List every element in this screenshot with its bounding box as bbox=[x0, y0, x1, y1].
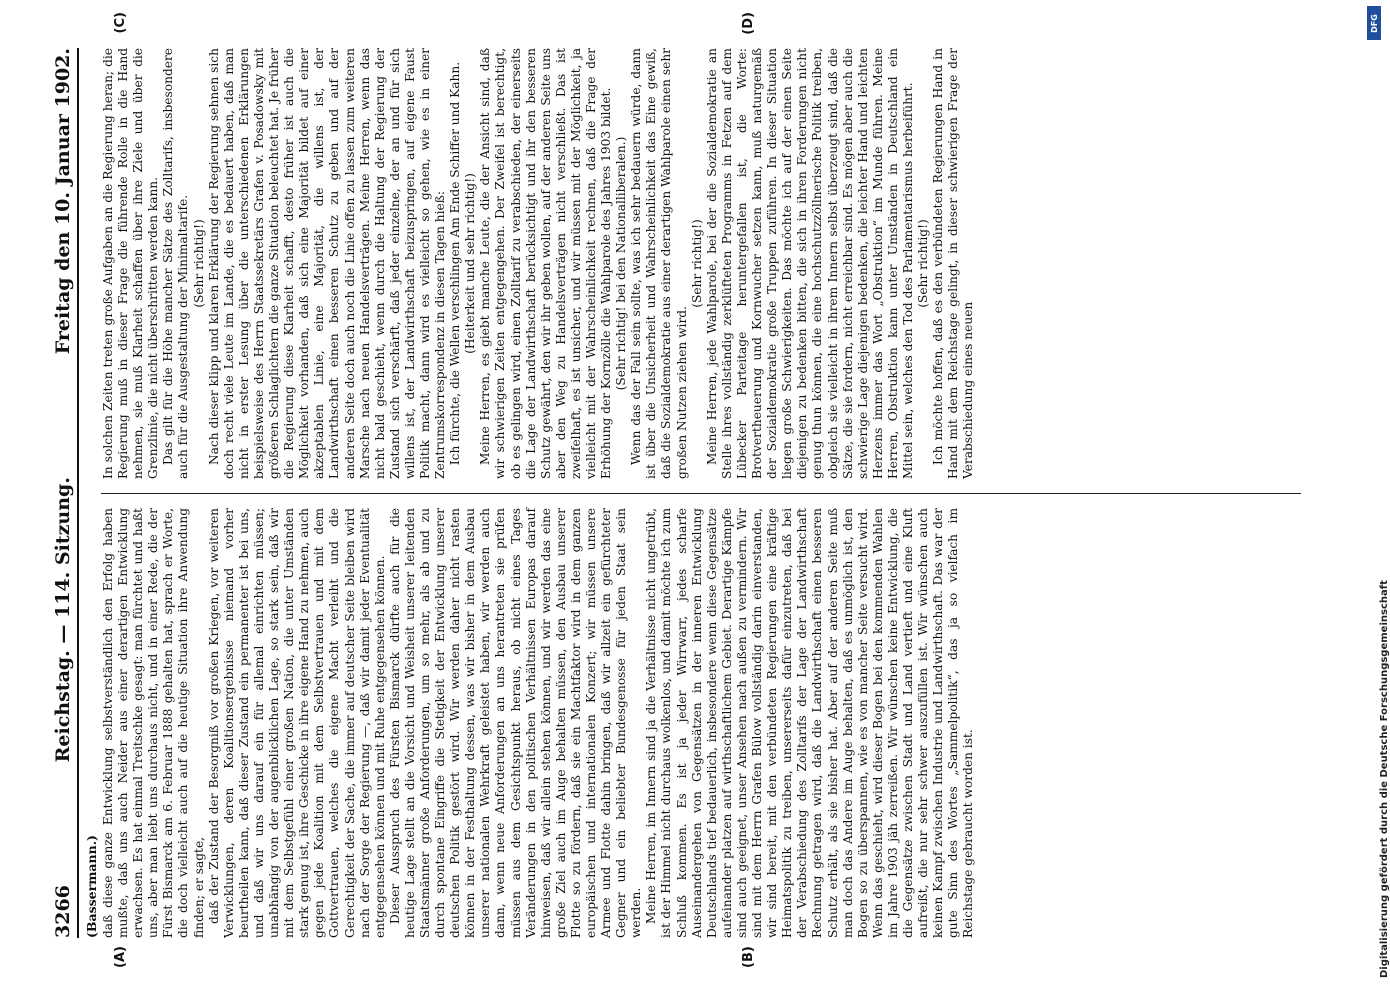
interjection: (Sehr richtig! bei den Nationalliberalen.) bbox=[614, 136, 629, 391]
interjection: (Heiterkeit und sehr richtig!) bbox=[463, 173, 478, 354]
dfg-logo-text: DFG bbox=[1369, 13, 1379, 33]
margin-marker-d: (D) bbox=[741, 12, 756, 35]
interjection: (Sehr richtig!) bbox=[191, 219, 206, 308]
session-title: Reichstag. — 114. Sitzung. bbox=[52, 477, 74, 763]
speaker-name: (Bassermann.) bbox=[84, 835, 99, 938]
paragraph: Meine Herren, es giebt manche Leute, die der Ansicht sind, daß wir schwierigen Zeiten entgegengehen. Der Zweifel ist berechtigt, ob es gelingen wird, einen Zolltarif zu verabschieden, der einerseits die Lage der Landwirthschaft berücksichtigt und ihr den besseren Schutz gewährt, den wir ihr geben wollen, auf der anderen Seite uns aber den Weg zu Handelsverträgen nicht verschließt. Das ist zweifelhaft, es ist unsicher, und wir müssen mit der Möglichkeit, ja vielleicht mit der Wahrscheinlichkeit rechnen, daß die Frage der Erhöhung der Kornzölle die Wahlparole des Jahres 1903 bildet. bbox=[478, 48, 614, 479]
interjection: (Sehr richtig!) bbox=[689, 219, 704, 308]
right-column bbox=[101, 48, 1301, 493]
paragraph: Das gilt für die Höhe mancher Sätze des Zolltarifs, insbesondere auch für die Ausgestaltung der Minimaltarife. bbox=[161, 48, 191, 479]
verse-quote: Ich fürchte, die Wellen verschlingen Am Ende Schiffer und Kahn. bbox=[448, 61, 463, 466]
page-header bbox=[52, 48, 79, 938]
text-columns bbox=[101, 12, 1301, 968]
page-number: 3266 bbox=[52, 885, 74, 938]
paragraph: Ich möchte hoffen, daß es den verbündeten Regierungen Hand in Hand mit dem Reichstage gelingt, in dieser schwierigen Frage der Verabschiedung eines neuen bbox=[931, 48, 976, 479]
paragraph: Meine Herren, jede Wahlparole, bei der die Sozialdemokratie an Stelle ihres vollständig zerklüfteten Programms in Fetzen auf dem Lübecker Parteitage heruntergefallen ist, die Worte: Brotvertheuerung und Kornwucher setzen kann, muß naturgemäß der Sozialdemokratie große Truppen zuführen. In dieser Situation liegen große Schwierigkeiten. Das möchte ich auf der einen Seite diejenigen zu bedenken bitten, die sich in ihren Forderungen nicht genug thun können, die eine hochschutzzöllnerische Politik treiben, obgleich sie vielleicht in ihrem Innern selbst überzeugt sind, daß die Sätze, die sie fordern, nicht erreichbar sind. Es mögen aber auch die schwierige Lage diejenigen bedenken, die leichter Hand und leichten Herzens immer das Wort „Obstruktion“ im Munde führen. Meine Herren, Obstruktion kann unter Umständen in Deutschland ein Mittel sein, welches den Tod des Parlamentarismus herbeiführt. bbox=[704, 48, 915, 479]
paragraph: Nach dieser klipp und klaren Erklärung der Regierung sehnen sich doch recht viele Leute im Lande, die es bedauert haben, daß man nicht in erster Lesung über die unterschiedenen Erklärungen beispielsweise des Herrn Staatssekretärs Grafen v. Posadowsky mit größeren Schlaglichtern die ganze Situation beleuchtet hat. Je früher die Regierung diese Klarheit schafft, desto früher ist auch die Möglichkeit vorhanden, daß sich eine Majorität bildet auf einer akzeptablen Linie, eine Majorität, die willens ist, der Landwirthschaft einen besseren Schutz zu geben und auf der anderen Seite doch auch noch die Linie offen zu lassen zum weiteren Marsche nach neuen Handelsverträgen. Meine Herren, wenn das nicht bald geschieht, wenn durch die Haltung der Regierung der Zustand sich verschärft, daß jeder einzelne, der an und für sich willens ist, der Landwirthschaft beizuspringen, auf eigene Faust Politik macht, dann wird es vielleicht so gehen, wie es in einer Zentrumskorrespondenz in diesen Tagen hieß: bbox=[206, 48, 448, 479]
interjection: (Sehr richtig!) bbox=[916, 219, 931, 308]
margin-marker-b: (B) bbox=[741, 946, 756, 968]
session-date: Freitag den 10. Januar 1902. bbox=[52, 48, 74, 355]
paragraph: In solchen Zeiten treten große Aufgaben an die Regierung heran; die Regierung muß in dieser Frage die führende Rolle in die Hand nehmen, sie muß Klarheit schaffen über ihre Ziele und über die Grenzlinie, die nicht überschritten werden kann. bbox=[101, 48, 161, 479]
margin-marker-c: (C) bbox=[113, 12, 128, 34]
dfg-logo bbox=[1367, 6, 1381, 40]
left-column bbox=[101, 493, 1301, 938]
paragraph: daß diese ganze Entwicklung selbstverständlich den Erfolg haben mußte, daß uns auch Neider aus einer derartigen Entwicklung erwachsen. Es hat einmal Treitschke gesagt: man fürchtet und haßt uns, aber man liebt uns durchaus nicht, und in einer Rede, die der Fürst Bismarck am 6. Februar 1888 gehalten hat, sprach er Worte, die doch vielleicht auch auf die heutige Situation ihre Anwendung finden; er sagte, bbox=[101, 508, 206, 938]
margin-marker-a: (A) bbox=[113, 946, 128, 968]
paragraph: Wenn das der Fall sein sollte, was ich sehr bedauern würde, dann ist über die Unsicherheit und Wahrscheinlichkeit das Eine gewiß, daß die Sozialdemokratie aus einer derartigen Wahlparole einen sehr großen Nutzen ziehen wird. bbox=[629, 48, 689, 479]
paragraph: Dieser Ausspruch des Fürsten Bismarck dürfte auch für die heutige Lage stellt an die Vorsicht und Weisheit unserer leitenden Staatsmänner große Anforderungen, um so mehr, als ab und zu durch spontane Eingriffe die Stetigkeit der Entwicklung unserer deutschen Politik gestört wird. Wir werden daher nicht rasten können in der Festhaltung dessen, was wir bisher in dem Ausbau unserer nationalen Wehrkraft geleistet haben, wir werden auch dann, wenn neue Anforderungen an uns herantreten sie prüfen müssen aus dem Gesichtspunkt heraus, ob nicht eines Tages Veränderungen in den politischen Verhältnissen Europas darauf hinweisen, daß wir allein stehen können, und wir werden das eine große Ziel auch im Auge behalten müssen, den Ausbau unserer Flotte so zu fördern, daß sie ein Machtfaktor wird in dem ganzen europäischen und internationalen Konzert; wir müssen unsere Armee und Flotte dahin bringen, daß wir allzeit ein gefürchteter Gegner und ein beliebter Bundesgenosse für jeden Staat sein werden. bbox=[387, 508, 644, 938]
credit-strip bbox=[1365, 0, 1390, 1000]
quotation: daß der Zustand der Besorgniß vor großen Kriegen, vor weiteren Verwicklungen, deren Koalitionsergebnisse niemand vorher beurtheilen kann, daß dieser Zustand ein permanenter ist bei uns, und daß wir uns darauf ein für allemal einrichten müssen; unabhängig von der augenblicklichen Lage, so stark sein, daß wir mit dem Selbstgefühl einer großen Nation, die unter Umständen stark genug ist, ihre Geschicke in ihre eigene Hand zu nehmen, auch gegen jede Koalition mit dem Selbstvertrauen und mit dem Gottvertrauen, welches die eigene Macht verleiht und die Gerechtigkeit der Sache, die immer auf deutscher Seite bleiben wird nach der Sorge der Regierung —, daß wir damit jeder Eventualität entgegensehen können und mit Ruhe entgegensehen können. bbox=[206, 508, 387, 938]
dfg-credit-text: Digitalisierung gefördert durch die Deutsche Forschungsgemeinschaft bbox=[1379, 580, 1390, 978]
paragraph: Meine Herren, im Innern sind ja die Verhältnisse nicht ungetrübt, ist der Himmel nicht durchaus wolkenlos, und damit möchte ich zum Schluß kommen. Es ist ja jeder Wirrwarr, jedes scharfe Auseinandergehen von Gegensätzen in der inneren Entwicklung Deutschlands tief bedauerlich, insbesondere wenn diese Gegensätze aufeinander platzen auf wirthschaftlichem Gebiet. Derartige Kämpfe sind auch geeignet, unser Ansehen nach außen zu vermindern. Wir sind mit dem Herrn Grafen Bülow vollständig darin einverstanden, wir sind bereit, mit den verbündeten Regierungen eine kräftige Heimatspolitik zu treiben, unsererseits dafür einzutreten, daß bei der Verabschiedung des Zolltarifs der Lage der Landwirthschaft Rechnung getragen wird, daß die Landwirthschaft einen besseren Schutz erhält, als sie bisher hat. Aber auf der anderen Seite muß man doch das Andere im Auge behalten, daß es unmöglich ist, den Bogen so zu überspannen, wie es von mancher Seite versucht wird. Wenn das geschieht, wird dieser Bogen bei den kommenden Wahlen im Jahre 1903 jäh zerreißen. Wir wünschen keine Entwicklung, die die Gegensätze zwischen Stadt und Land vertieft und eine Kluft aufreißt, die nur sehr schwer auszufüllen ist. Wir wünschen auch keinen Kampf zwischen Industrie und Landwirthschaft. Das war der gute Sinn des Wortes „Sammelpolitik“, das ja so vielfach im Reichstage gebraucht worden ist. bbox=[644, 508, 976, 938]
